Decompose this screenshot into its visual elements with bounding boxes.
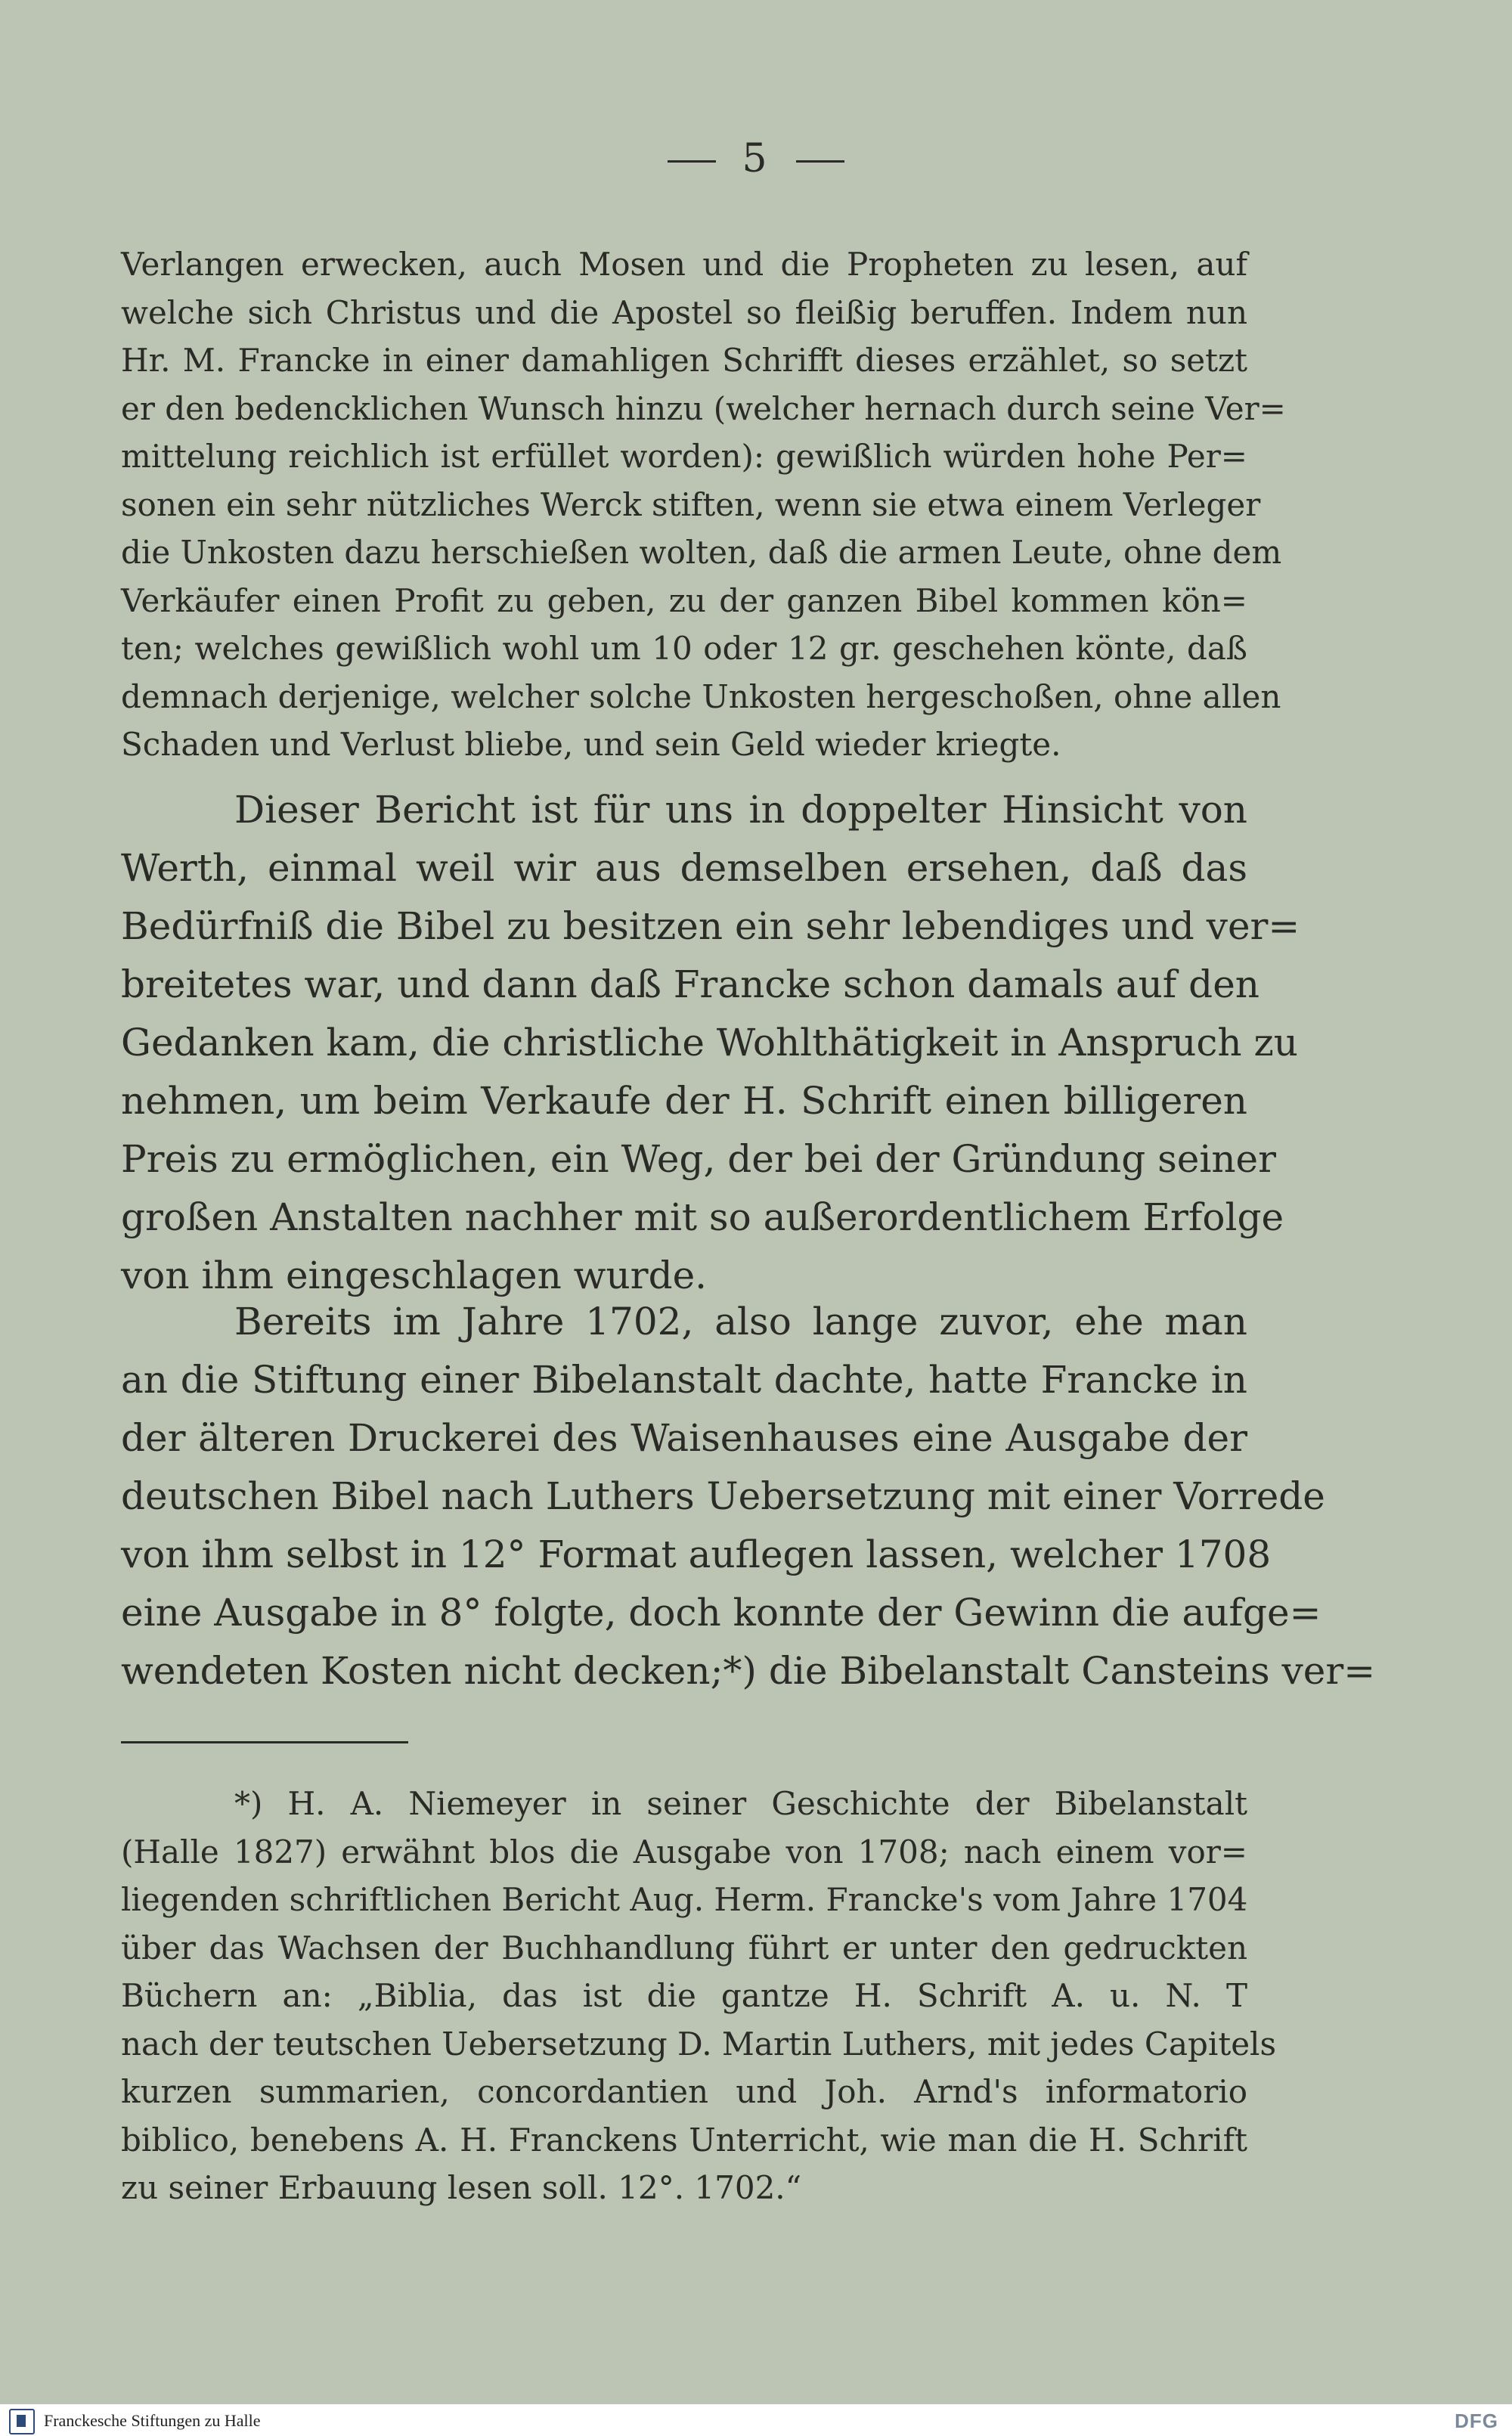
paragraph-2 [121, 781, 1300, 1305]
text-line: Verlangen erwecken, auch Mosen und die Propheten zu lesen, auf [121, 246, 1247, 283]
text-line: Gedanken kam, die christliche Wohlthätigkeit in Anspruch zu [121, 1021, 1299, 1065]
text-line: von ihm selbst in 12° Format auflegen lassen, welcher 1708 [121, 1533, 1272, 1576]
text-line: mittelung reichlich ist erfüllet worden): gewißlich würden hohe Per= [121, 438, 1247, 475]
text-line: Werth, einmal weil wir aus demselben ersehen, daß das [121, 846, 1247, 890]
institution-label: Franckesche Stiftungen zu Halle [44, 2411, 261, 2430]
paragraph-3 [121, 1293, 1376, 1700]
viewer-footer [0, 2404, 1512, 2436]
footnote-line: *) H. A. Niemeyer in seiner Geschichte der Bibelanstalt [234, 1785, 1247, 1822]
text-line: Hr. M. Francke in einer damahligen Schrifft dieses erzählet, so setzt [121, 342, 1247, 379]
text-line: Verkäufer einen Profit zu geben, zu der ganzen Bibel kommen kön= [121, 581, 1247, 619]
franckesche-stiftungen-logo-icon [9, 2409, 35, 2434]
text-line: Schaden und Verlust bliebe, und sein Geld wieder kriegte. [121, 726, 1061, 763]
text-line: an die Stiftung einer Bibelanstalt dachte, hatte Francke in [121, 1358, 1247, 1402]
footnote-line: über das Wachsen der Buchhandlung führt er unter den gedruckten [121, 1929, 1247, 1966]
footnote [121, 1780, 1277, 2212]
header-dash-right [796, 160, 844, 163]
footnote-line: kurzen summarien, concordantien und Joh. Arnd's informatorio [121, 2073, 1247, 2110]
footnote-line: liegenden schriftlichen Bericht Aug. Herm. Francke's vom Jahre 1704 [121, 1881, 1248, 1918]
page-header [0, 136, 1512, 181]
paragraph-1 [121, 240, 1286, 769]
footnote-line: Büchern an: „Biblia, das ist die gantze H. Schrift A. u. N. T [121, 1977, 1247, 2014]
text-line: nehmen, um beim Verkaufe der H. Schrift einen billigeren [121, 1079, 1247, 1123]
footnote-line: biblico, benebens A. H. Franckens Unterricht, wie man die H. Schrift [121, 2121, 1247, 2159]
text-line: Bedürfniß die Bibel zu besitzen ein sehr lebendiges und ver= [121, 904, 1300, 948]
text-line: von ihm eingeschlagen wurde. [121, 1254, 708, 1297]
text-line: sonen ein sehr nützliches Werck stiften, wenn sie etwa einem Verleger [121, 485, 1261, 523]
text-line: Dieser Bericht ist für uns in doppelter Hinsicht von [234, 788, 1247, 832]
text-line: demnach derjenige, welcher solche Unkosten hergeschoßen, ohne allen [121, 677, 1281, 715]
text-line: breitetes war, und dann daß Francke schon damals auf den [121, 962, 1259, 1006]
footnote-rule [121, 1741, 408, 1743]
text-line: er den bedencklichen Wunsch hinzu (welcher hernach durch seine Ver= [121, 389, 1286, 427]
text-line: deutschen Bibel nach Luthers Uebersetzung mit einer Vorrede [121, 1474, 1325, 1518]
page-number: 5 [742, 136, 770, 181]
text-line: Bereits im Jahre 1702, also lange zuvor, ehe man [234, 1300, 1247, 1344]
text-line: der älteren Druckerei des Waisenhauses eine Ausgabe der [121, 1416, 1247, 1460]
text-line: wendeten Kosten nicht decken;*) die Bibelanstalt Cansteins ver= [121, 1649, 1376, 1693]
header-dash-left [668, 160, 716, 163]
footnote-line: (Halle 1827) erwähnt blos die Ausgabe von 1708; nach einem vor= [121, 1833, 1247, 1870]
dfg-logo: DFG [1455, 2410, 1498, 2432]
footnote-line: nach der teutschen Uebersetzung D. Martin Luthers, mit jedes Capitels [121, 2025, 1277, 2063]
footnote-line: zu seiner Erbauung lesen soll. 12°. 1702.“ [121, 2169, 802, 2206]
text-line: ten; welches gewißlich wohl um 10 oder 12 gr. geschehen könte, daß [121, 630, 1247, 667]
text-line: eine Ausgabe in 8° folgte, doch konnte der Gewinn die aufge= [121, 1591, 1321, 1635]
text-line: die Unkosten dazu herschießen wolten, daß die armen Leute, ohne dem [121, 534, 1282, 571]
text-line: welche sich Christus und die Apostel so fleißig beruffen. Indem nun [121, 293, 1247, 331]
text-line: Preis zu ermöglichen, ein Weg, der bei der Gründung seiner [121, 1137, 1277, 1181]
text-line: großen Anstalten nachher mit so außerordentlichem Erfolge [121, 1195, 1284, 1239]
